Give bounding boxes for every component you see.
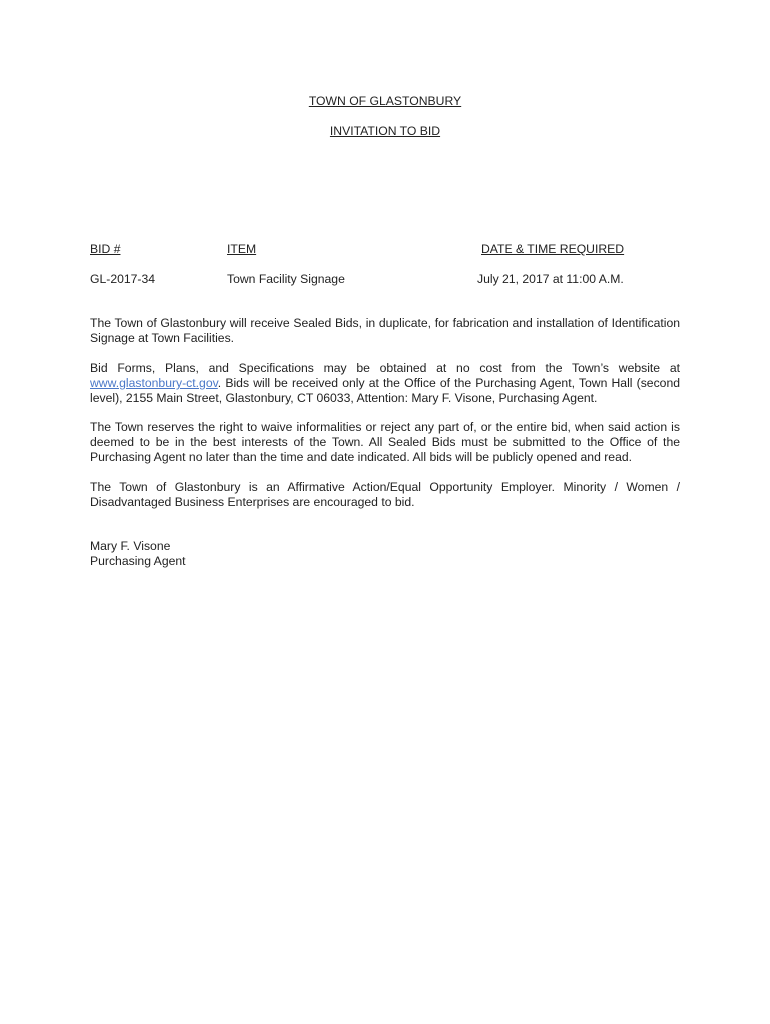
- paragraph-bid-forms-rest: . Bids will be received only at the Office of the Purchasing Agent, Town Hall (second level), 2155 Main Street, Glastonbury, CT 06033, Attention: Mary F. Visone, Purchasing Agent.: [90, 376, 680, 405]
- item-value: Town Facility Signage: [227, 272, 345, 286]
- paragraph-equal-opportunity: The Town of Glastonbury is an Affirmative Action/Equal Opportunity Employer. Minority / Women / Disadvantaged Business Enterprises are encouraged to bid.: [90, 480, 680, 509]
- paragraph-bid-forms: [90, 361, 680, 406]
- column-header-bid-number: BID #: [90, 242, 121, 256]
- bid-number-value: GL-2017-34: [90, 272, 156, 286]
- date-time-value: July 21, 2017 at 11:00 A.M.: [477, 272, 624, 286]
- signature-name: Mary F. Visone: [90, 539, 171, 553]
- paragraph-bid-forms-lead: Bid Forms, Plans, and Specifications may be obtained at no cost from the Town’s website at: [90, 361, 680, 375]
- column-header-item: ITEM: [227, 242, 257, 256]
- town-website-link[interactable]: www.glastonbury-ct.gov: [90, 376, 218, 390]
- signature-title: Purchasing Agent: [90, 554, 186, 568]
- paragraph-intro: The Town of Glastonbury will receive Sealed Bids, in duplicate, for fabrication and installation of Identification Signage at Town Facilities.: [90, 316, 680, 345]
- document-subtitle: INVITATION TO BID: [329, 124, 441, 138]
- column-header-date-time: DATE & TIME REQUIRED: [481, 242, 625, 256]
- paragraph-rights: The Town reserves the right to waive informalities or reject any part of, or the entire bid, when said action is deemed to be in the best interests of the Town. All Sealed Bids must be submitted to the Office of the Purchasing Agent no later than the time and date indicated. All bids will be publicly opened and read.: [90, 420, 680, 464]
- document-title: TOWN OF GLASTONBURY: [308, 94, 462, 108]
